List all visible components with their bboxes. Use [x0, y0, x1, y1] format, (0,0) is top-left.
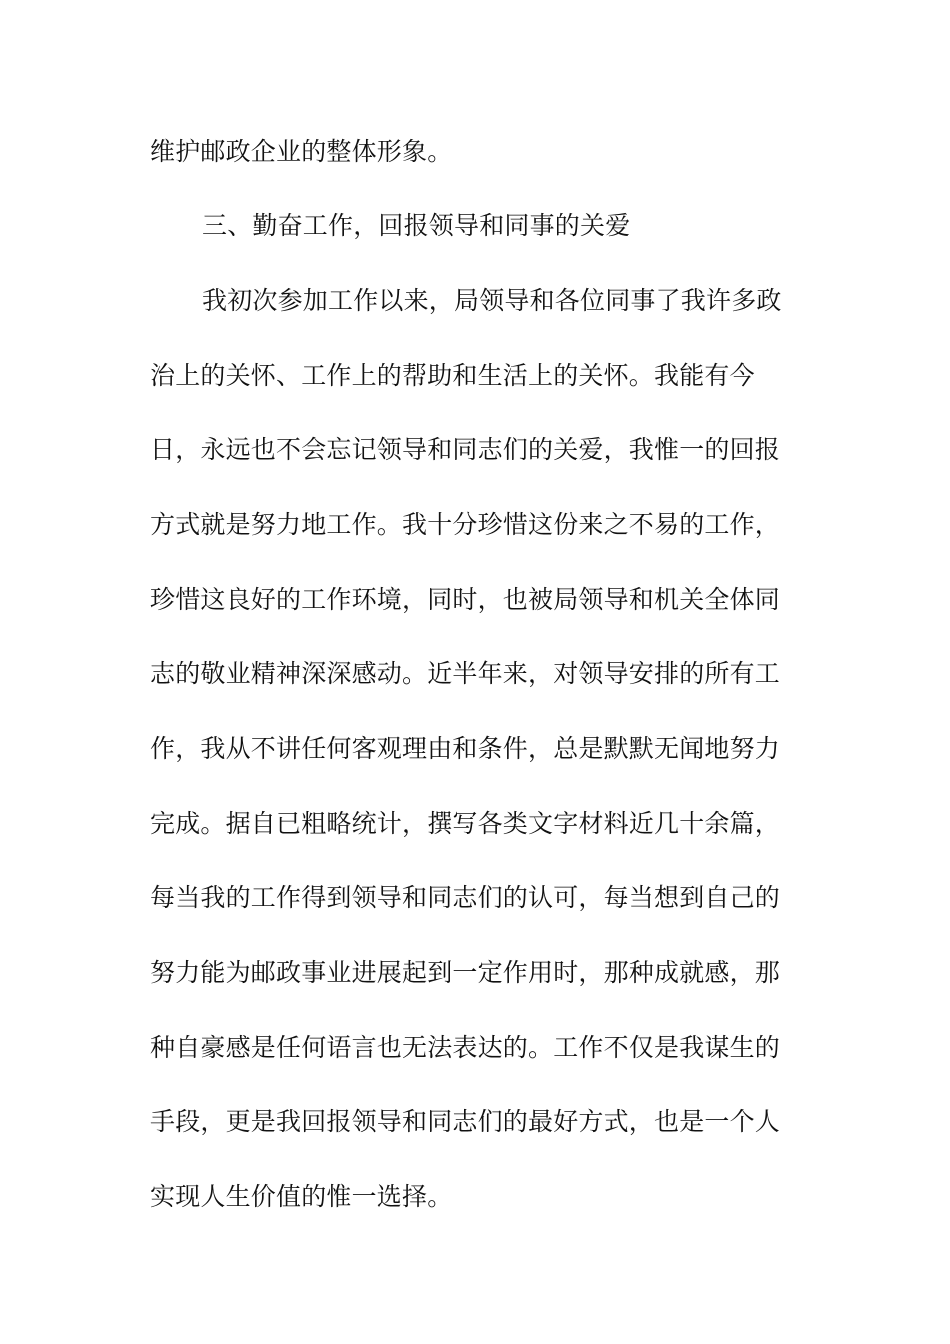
text-line: 治上的关怀、工作上的帮助和生活上的关怀。我能有今: [150, 361, 755, 390]
text-line: 我初次参加工作以来，局领导和各位同事了我许多政: [202, 286, 782, 315]
text-line: 种自豪感是任何语言也无法表达的。工作不仅是我谋生的: [150, 1033, 781, 1062]
text-line: 日，永远也不会忘记领导和同志们的关爱，我惟一的回报: [150, 435, 781, 464]
text-line: 作，我从不讲任何客观理由和条件，总是默默无闻地努力: [150, 734, 781, 763]
text-line: 每当我的工作得到领导和同志们的认可，每当想到自己的: [150, 883, 781, 912]
text-line: 实现人生价值的惟一选择。: [150, 1182, 453, 1211]
text-line: 珍惜这良好的工作环境，同时，也被局领导和机关全体同: [150, 585, 781, 614]
text-line: 完成。据自已粗略统计，撰写各类文字材料近几十余篇，: [150, 809, 781, 838]
text-line: 手段，更是我回报领导和同志们的最好方式，也是一个人: [150, 1107, 781, 1136]
section-heading: 三、勤奋工作，回报领导和同事的关爱: [202, 211, 631, 240]
text-line: 方式就是努力地工作。我十分珍惜这份来之不易的工作，: [150, 510, 781, 539]
text-line: 维护邮政企业的整体形象。: [150, 137, 453, 166]
text-line: 努力能为邮政事业进展起到一定作用时，那种成就感，那: [150, 958, 781, 987]
text-line: 志的敬业精神深深感动。近半年来，对领导安排的所有工: [150, 659, 781, 688]
